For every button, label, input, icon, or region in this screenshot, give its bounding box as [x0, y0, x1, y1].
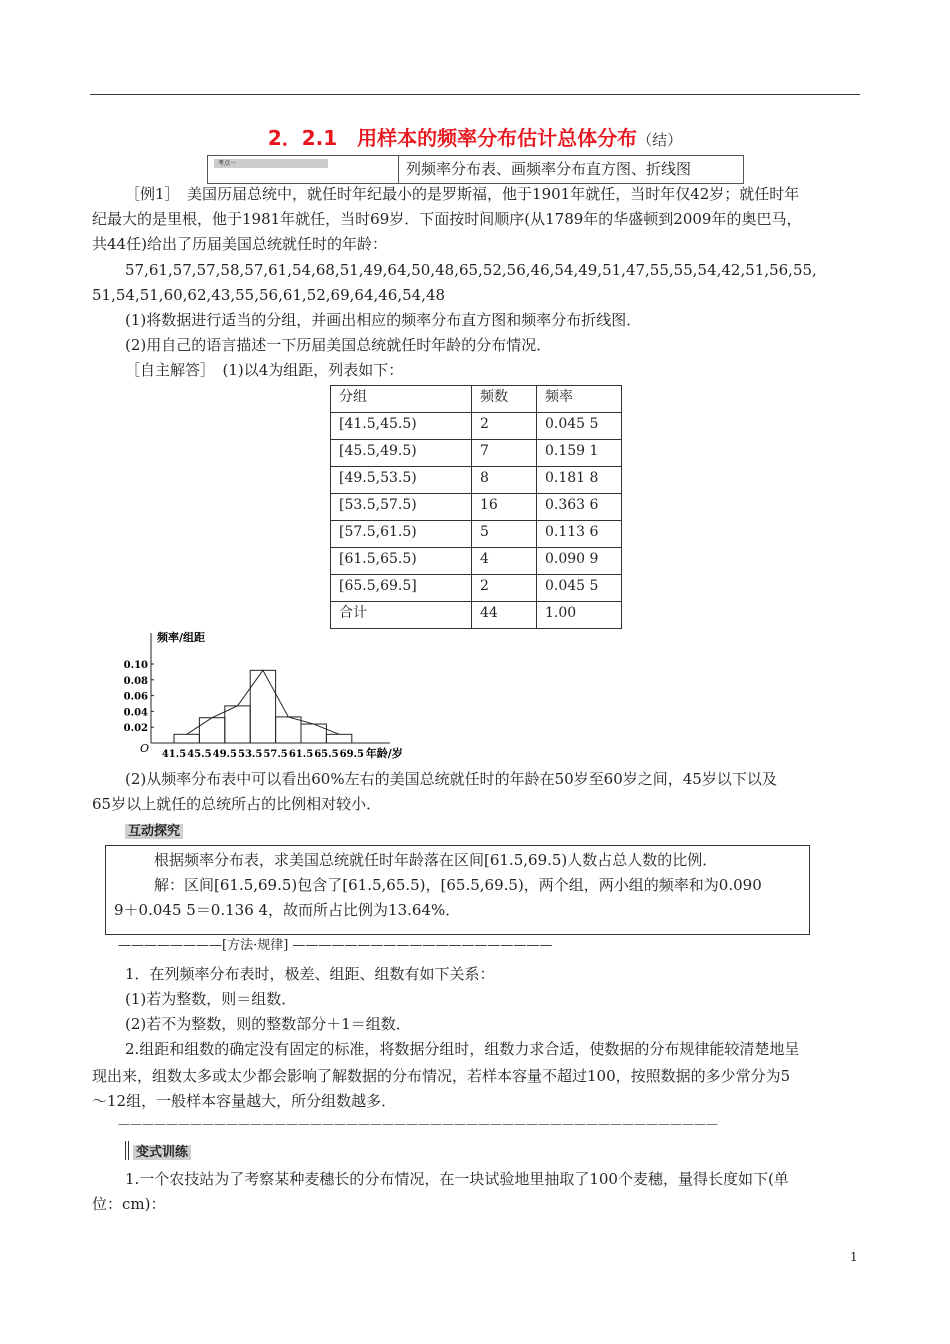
y-tick-label: 0.06 — [123, 691, 148, 703]
answer-intro: ［自主解答］ (1)以4为组距，列表如下： — [125, 361, 404, 379]
topic-box — [207, 155, 744, 184]
explore-line: 9＋0.045 5＝0.136 4，故而所占比例为13.64%． — [114, 901, 461, 919]
topic-tag — [208, 156, 399, 183]
frequency-histogram — [110, 625, 430, 765]
histogram-bar — [250, 670, 275, 743]
variant-tag: 变式训练 — [133, 1145, 191, 1160]
table-cell: [49.5,53.5) — [331, 467, 472, 494]
table-row — [331, 467, 622, 494]
header-cell: 频率 — [537, 386, 622, 413]
table-cell: 16 — [472, 494, 537, 521]
table-cell: 4 — [472, 548, 537, 575]
table-row — [331, 494, 622, 521]
explore-line: 解：区间[61.5,69.5)包含了[61.5,65.5)，[65.5,69.5)，两个组，两小组的频率和为0.090 — [154, 876, 762, 894]
explore-line: 根据频率分布表，求美国总统就任时年龄落在区间[61.5,69.5)人数占总人数的比例． — [154, 851, 718, 869]
histogram-bar — [174, 734, 199, 743]
method-line: 1．在列频率分布表时，极差、组距、组数有如下关系： — [125, 965, 495, 983]
example-line: ［例1］ 美国历届总统中，就任时年纪最小的是罗斯福，他于1901年就任，当时年仅42岁；就任时年 — [125, 185, 800, 203]
origin-label: O — [140, 742, 150, 755]
table-row — [331, 548, 622, 575]
variant-line: 位：cm)： — [92, 1195, 166, 1213]
x-tick-label: 61.5 — [288, 749, 314, 760]
table-row — [331, 521, 622, 548]
table-cell: [61.5,65.5) — [331, 548, 472, 575]
table-cell: 0.045 5 — [537, 413, 622, 440]
method-line: (2)若不为整数，则的整数部分＋1＝组数． — [125, 1015, 411, 1033]
method-header: ————————[方法·规律] ———————————————————— — [118, 938, 553, 953]
x-tick-label: 57.5 — [263, 749, 288, 760]
table-cell: 0.363 6 — [537, 494, 622, 521]
method-line: (1)若为整数，则＝组数． — [125, 990, 297, 1008]
title-text: 2．2.1 用样本的频率分布估计总体分布 — [267, 126, 638, 150]
x-tick-label: 45.5 — [187, 749, 212, 760]
table-cell: 8 — [472, 467, 537, 494]
table-cell: 0.045 5 — [537, 575, 622, 602]
table-cell: 0.090 9 — [537, 548, 622, 575]
page-number: 1 — [850, 1250, 858, 1264]
explore-box — [105, 845, 810, 935]
y-tick-label: 0.10 — [123, 660, 148, 671]
question-2: (2)用自己的语言描述一下历届美国总统就任时年龄的分布情况． — [125, 336, 552, 354]
table-cell: 0.181 8 — [537, 467, 622, 494]
table-row — [331, 440, 622, 467]
method-line: ～12组，一般样本容量越大，所分组数越多． — [92, 1092, 397, 1110]
x-tick-label: 69.5 — [339, 749, 364, 760]
top-rule — [90, 94, 860, 95]
table-cell: 5 — [472, 521, 537, 548]
table-cell: [45.5,49.5) — [331, 440, 472, 467]
header-cell: 频数 — [472, 386, 537, 413]
data-line: 57,61,57,57,58,57,61,54,68,51,49,64,50,48,65,52,56,46,54,49,51,47,55,55,54,42,51,56,55, — [125, 261, 817, 279]
frequency-polyline — [187, 670, 339, 734]
x-tick-label: 41.5 — [161, 749, 187, 760]
histogram-bar — [276, 717, 301, 743]
table-row — [331, 413, 622, 440]
histogram-bar — [225, 706, 250, 743]
table-cell: [65.5,69.5] — [331, 575, 472, 602]
title-suffix: （结） — [637, 131, 683, 149]
y-tick-label: 0.02 — [123, 723, 148, 735]
y-tick-label: 0.04 — [123, 707, 148, 719]
table-cell: [57.5,61.5) — [331, 521, 472, 548]
method-line: 现出来，组数太多或太少都会影响了解数据的分布情况，若样本容量不超过100，按照数据的多少常分为5 — [92, 1067, 791, 1085]
question-1: (1)将数据进行适当的分组，并画出相应的频率分布直方图和频率分布折线图． — [125, 311, 642, 329]
separator-rule: —————————————————————————————————————————————————— — [118, 1117, 718, 1131]
frequency-table — [330, 385, 622, 629]
x-tick-label: 49.5 — [212, 749, 237, 760]
table-cell: 2 — [472, 575, 537, 602]
table-cell: 1.00 — [537, 602, 622, 629]
example-line: 纪最大的是里根，他于1981年就任，当时69岁．下面按时间顺序(从1789年的华盛顿到2009年的奥巴马， — [92, 210, 802, 228]
topic-text: 列频率分布表、画频率分布直方图、折线图 — [406, 160, 692, 178]
table-cell: [53.5,57.5) — [331, 494, 472, 521]
table-cell: 0.113 6 — [537, 521, 622, 548]
x-tick-label: 65.5 — [314, 749, 339, 760]
table-cell: 2 — [472, 413, 537, 440]
table-cell: 0.159 1 — [537, 440, 622, 467]
x-tick-label: 53.5 — [238, 749, 263, 760]
explore-tag: 互动探究 — [125, 824, 183, 839]
topic-tag-label: 考点一 — [214, 159, 328, 168]
data-line: 51,54,51,60,62,43,55,56,61,52,69,64,46,54,48 — [92, 286, 446, 304]
variant-line: 1.一个农技站为了考察某种麦穗长的分布情况，在一块试验地里抽取了100个麦穗，量得长度如下(单 — [125, 1170, 789, 1188]
y-tick-label: 0.08 — [123, 675, 148, 687]
method-line: 2.组距和组数的确定没有固定的标准，将数据分组时，组数力求合适，使数据的分布规律能较清楚地呈 — [125, 1040, 800, 1058]
histogram-bar — [301, 724, 326, 743]
table-cell: 7 — [472, 440, 537, 467]
header-cell: 分组 — [331, 386, 472, 413]
answer-2-line: (2)从频率分布表中可以看出60%左右的美国总统就任时的年龄在50岁至60岁之间，45岁以下以及 — [125, 770, 777, 788]
answer-2-line: 65岁以上就任的总统所占的比例相对较小． — [92, 795, 382, 813]
table-cell: 44 — [472, 602, 537, 629]
example-line: 共44任)给出了历届美国总统就任时的年龄： — [92, 235, 387, 253]
x-axis-label: 年龄/岁 — [365, 747, 403, 760]
histogram-bar — [199, 718, 224, 743]
y-axis-label: 频率/组距 — [157, 631, 206, 644]
histogram-bar — [326, 734, 351, 743]
table-cell: 合计 — [331, 602, 472, 629]
table-header-row — [331, 386, 622, 413]
page-title — [0, 122, 950, 151]
table-row — [331, 575, 622, 602]
table-cell: [41.5,45.5) — [331, 413, 472, 440]
